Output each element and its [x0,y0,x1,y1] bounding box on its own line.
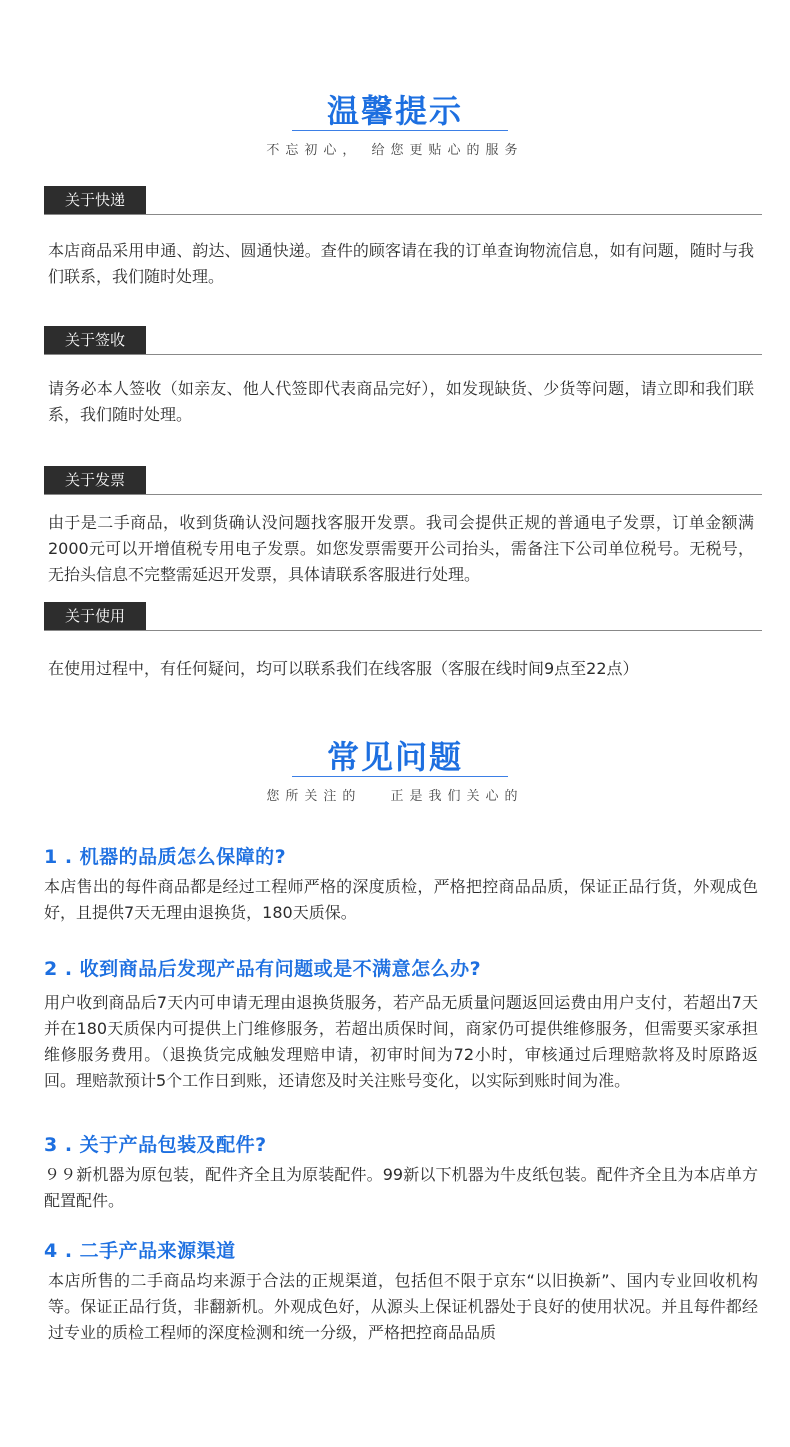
section-text-signing: 请务必本人签收（如亲友、他人代签即代表商品完好），如发现缺货、少货等问题，请立即和我们联系，我们随时处理。 [48,379,754,424]
faq-title-rule [292,776,508,777]
faq-answer-4: 本店所售的二手商品均来源于合法的正规渠道，包括但不限于京东“以旧换新”、国内专业回收机构等。保证正品行货，非翻新机。外观成色好，从源头上保证机器处于良好的使用状况。并且每件都经过专业的质检工程师的深度检测和统一分级，严格把控商品品质 [48,1271,758,1342]
section-label-express: 关于快递 [44,186,146,214]
faq-question-3: 3 . 关于产品包装及配件? [44,1134,267,1156]
section-divider [44,494,762,495]
tips-subtitle: 不忘初心， 给您更贴心的服务 [266,143,524,158]
tips-title: 温馨提示 [326,92,463,130]
section-divider [44,630,762,631]
faq-question-4: 4 . 二手产品来源渠道 [44,1240,236,1262]
section-text-express: 本店商品采用申通、韵达、圆通快递。查件的顾客请在我的订单查询物流信息，如有问题，随时与我们联系，我们随时处理。 [48,241,754,286]
section-text-invoice: 由于是二手商品，收到货确认没问题找客服开发票。我司会提供正规的普通电子发票，订单金额满2000元可以开增值税专用电子发票。如您发票需要开公司抬头，需备注下公司单位税号。无税号，无抬头信息不完整需延迟开发票，具体请联系客服进行处理。 [48,513,754,584]
tips-title-rule [292,130,508,131]
section-label-invoice: 关于发票 [44,466,146,494]
section-divider [44,354,762,355]
faq-question-1: 1 . 机器的品质怎么保障的? [44,846,287,868]
section-label-signing: 关于签收 [44,326,146,354]
faq-question-2: 2 . 收到商品后发现产品有问题或是不满意怎么办? [44,958,482,980]
faq-subtitle: 您所关注的 正是我们关心的 [266,789,524,804]
section-label-usage: 关于使用 [44,602,146,630]
faq-answer-1: 本店售出的每件商品都是经过工程师严格的深度质检，严格把控商品品质，保证正品行货，外观成色好，且提供7天无理由退换货，180天质保。 [44,877,758,922]
faq-answer-3: ９９新机器为原包装，配件齐全且为原装配件。99新以下机器为牛皮纸包装。配件齐全且为本店单方配置配件。 [44,1165,758,1210]
section-text-usage: 在使用过程中，有任何疑问，均可以联系我们在线客服（客服在线时间9点至22点） [48,659,639,678]
faq-title: 常见问题 [326,738,463,776]
section-divider [44,214,762,215]
faq-answer-2: 用户收到商品后7天内可申请无理由退换货服务，若产品无质量问题返回运费由用户支付，若超出7天并在180天质保内可提供上门维修服务，若超出质保时间，商家仍可提供维修服务，但需要买家承担维修服务费用。（退换货完成触发理赔申请，初审时间为72小时，审核通过后理赔款将及时原路返回。理赔款预计5个工作日到账，还请您及时关注账号变化，以实际到账时间为准。 [44,993,758,1090]
